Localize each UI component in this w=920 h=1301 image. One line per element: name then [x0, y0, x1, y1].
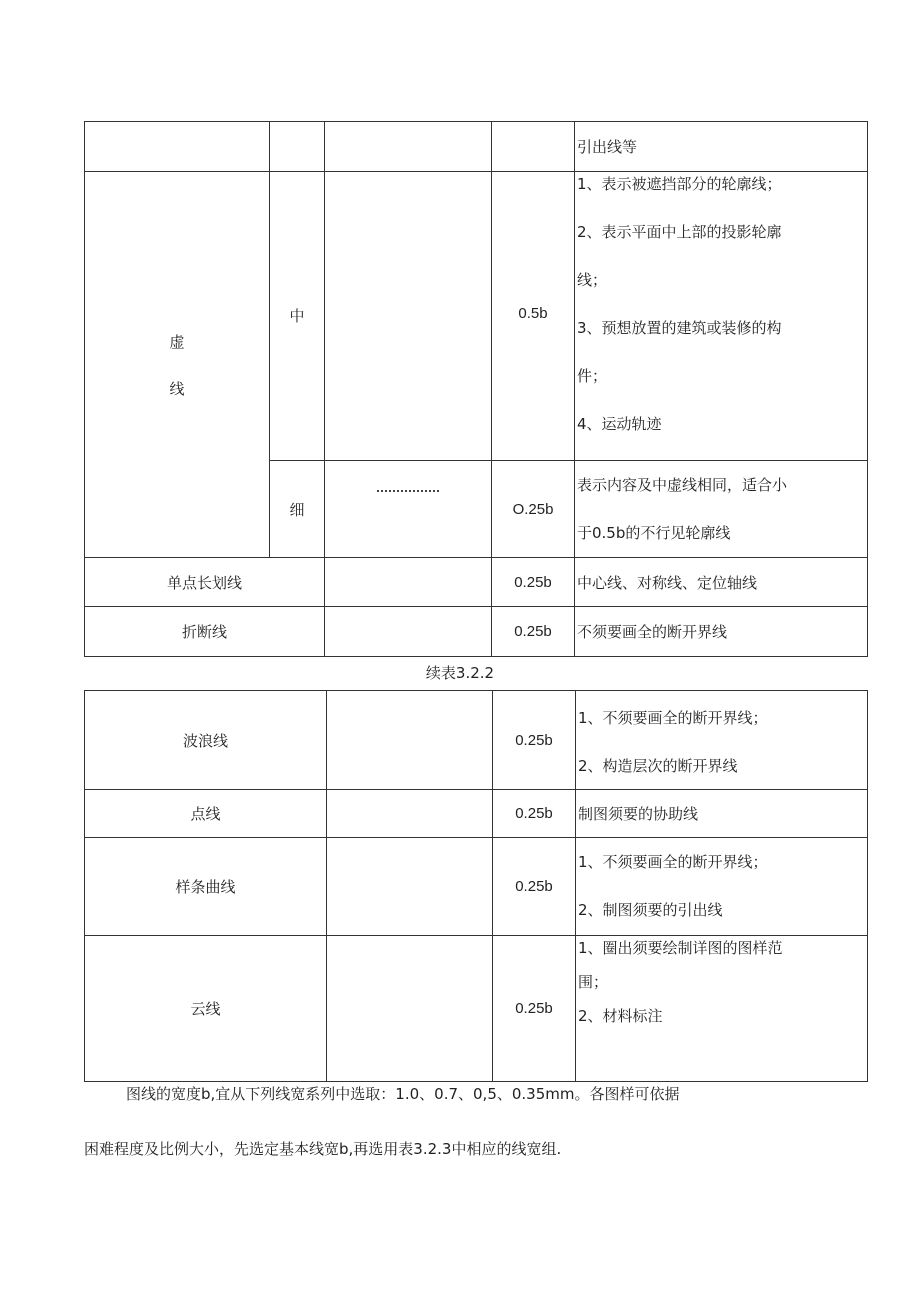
line-width: 0.5b [492, 172, 575, 461]
line-width: 0.25b [493, 691, 576, 790]
line-usage: 不须要画全的断开界线 [575, 607, 868, 657]
line-sample [325, 558, 492, 607]
line-type-table-continued [84, 690, 868, 1082]
line-name: 样条曲线 [85, 838, 327, 936]
line-usage: 表示内容及中虚线相同，适合小 于0.5b的不行见轮廓线 [575, 461, 868, 558]
line-width: 0.25b [493, 936, 576, 1082]
line-width: O.25b [492, 461, 575, 558]
line-width: 0.25b [493, 790, 576, 838]
line-sample [327, 790, 493, 838]
line-sample [325, 607, 492, 657]
line-usage: 1、表示被遮挡部分的轮廓线； 2、表示平面中上部的投影轮廓 线； 3、预想放置的建筑或装修的构 件； 4、运动轨迹 [575, 172, 868, 461]
line-sample [327, 936, 493, 1082]
table-row [85, 558, 868, 607]
line-width: 0.25b [492, 607, 575, 657]
line-weight: 细 [270, 461, 325, 558]
table-row [85, 122, 868, 172]
line-name: 折断线 [85, 607, 325, 657]
line-name: 点线 [85, 790, 327, 838]
table-row [85, 607, 868, 657]
table-caption: 续表3.2.2 [425, 664, 495, 682]
table-row [85, 691, 868, 790]
table-row [85, 172, 868, 461]
line-usage: 1、圈出须要绘制详图的图样范 围； 2、材料标注 [576, 936, 868, 1082]
line-usage: 引出线等 [575, 122, 868, 172]
body-paragraph-line-1: 图线的宽度b,宜从下列线宽系列中选取：1.0、0.7、0,5、0.35mm。各图样可依据 [126, 1085, 680, 1103]
line-width: 0.25b [493, 838, 576, 936]
line-name: 单点长划线 [85, 558, 325, 607]
line-weight: 中 [270, 172, 325, 461]
line-sample [325, 461, 492, 558]
line-name: 云线 [85, 936, 327, 1082]
dashed-line-sample [377, 490, 439, 492]
line-name: 虚 线 [85, 172, 270, 558]
table-row [85, 936, 868, 1082]
line-sample [327, 838, 493, 936]
line-width: 0.25b [492, 558, 575, 607]
line-name: 波浪线 [85, 691, 327, 790]
line-sample [325, 172, 492, 461]
body-paragraph-line-2: 困难程度及比例大小，先选定基本线宽b,再选用表3.2.3中相应的线宽组. [84, 1140, 562, 1158]
table-row [85, 790, 868, 838]
line-sample [327, 691, 493, 790]
line-type-table [84, 121, 868, 657]
table-row [85, 838, 868, 936]
line-usage: 中心线、对称线、定位轴线 [575, 558, 868, 607]
line-usage: 制图须要的协助线 [576, 790, 868, 838]
line-usage: 1、不须要画全的断开界线； 2、制图须要的引出线 [576, 838, 868, 936]
line-usage: 1、不须要画全的断开界线； 2、构造层次的断开界线 [576, 691, 868, 790]
